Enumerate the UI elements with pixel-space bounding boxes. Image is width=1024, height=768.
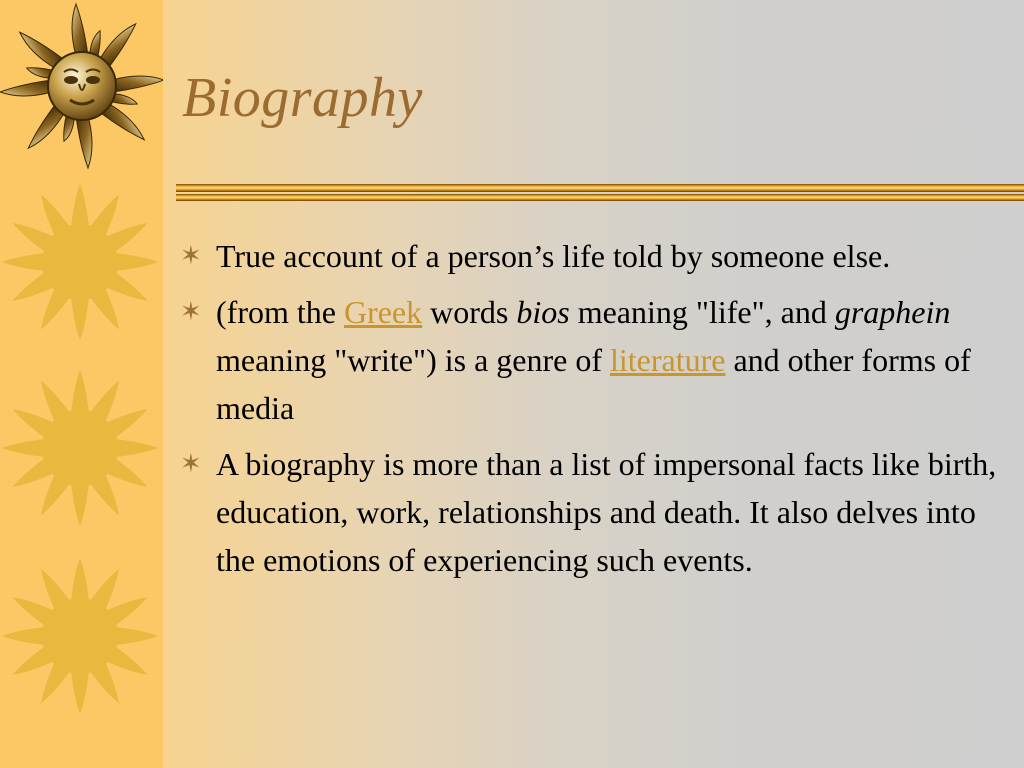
sun-icon [2, 184, 158, 340]
text-fragment: (from the [216, 294, 344, 330]
bullet-item [180, 288, 1010, 432]
greek-link[interactable]: Greek [343, 294, 423, 330]
text-fragment: meaning "write") is a genre of [216, 342, 610, 378]
slide-title: Biography [182, 67, 423, 129]
italic-term-bios: bios [516, 294, 570, 330]
text-fragment: and other forms of media [216, 342, 971, 426]
sun-column [0, 0, 163, 768]
bullet-item [180, 232, 1010, 280]
italic-term-graphein: graphein [834, 294, 951, 330]
star-bullet-icon: ✶ [180, 297, 202, 326]
bullet-text [216, 294, 971, 426]
text-fragment: meaning "life", and [569, 294, 835, 330]
sun-icon [2, 558, 158, 714]
literature-link[interactable]: literature [609, 342, 726, 378]
star-bullet-icon: ✶ [180, 241, 202, 270]
sun-face-icon [0, 4, 163, 168]
text-fragment: words [422, 294, 517, 330]
bullet-text: True account of a person’s life told by someone else. [216, 238, 891, 274]
sun-icon [2, 370, 158, 526]
bullet-text: A biography is more than a list of impersonal facts like birth, education, work, relationships and death. It also delves into the emotions of experiencing such events. [216, 446, 997, 578]
bullet-list [180, 232, 1010, 592]
bullet-item [180, 440, 1010, 584]
title-divider [176, 182, 1024, 204]
star-bullet-icon: ✶ [180, 449, 202, 478]
